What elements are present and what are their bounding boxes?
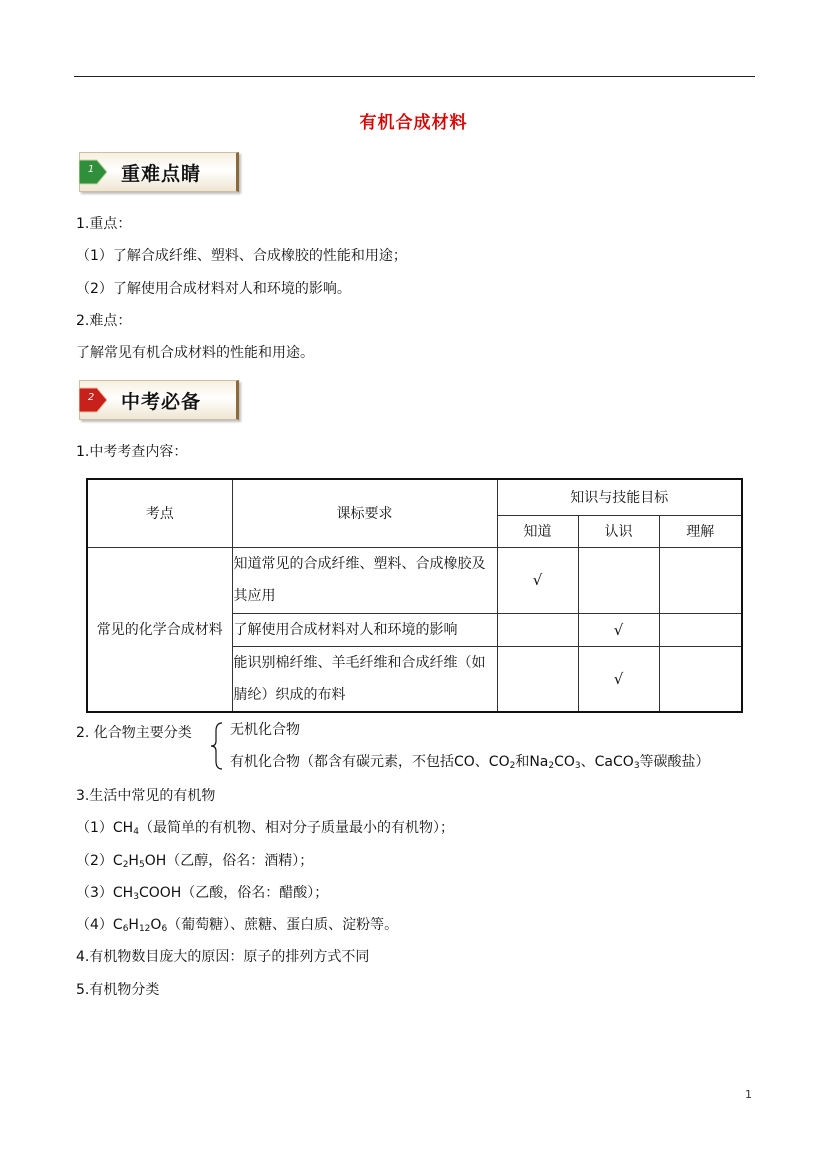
header-kaodian: 考点 — [87, 479, 232, 547]
organic-item-2: $(2)C_2H_5OH$（乙醇，俗名：酒精）； — [76, 853, 314, 870]
difficult-heading: 2.难点： — [76, 313, 132, 329]
section-label: 中考必备 — [121, 391, 202, 413]
header-rule — [74, 76, 755, 77]
section-label: 重难点睛 — [121, 163, 202, 185]
organic-item-3: $(3)CH_3COOH$（乙酸，俗名：醋酸）； — [76, 885, 329, 902]
table-row — [87, 547, 742, 613]
check-mark: √ — [578, 646, 659, 712]
header-group: 知识与技能目标 — [497, 479, 742, 515]
header-lijie: 理解 — [659, 515, 742, 547]
organic-label: 有机化合物（都含有碳元素，不包括CO、$CO_2$和$Na_2CO_3$、CaCO$_3$等碳酸盐） — [230, 754, 710, 771]
key-heading: 1.重点： — [76, 216, 132, 232]
brace-icon — [208, 721, 226, 771]
check-mark — [659, 613, 742, 646]
key-item-2: （2）了解使用合成材料对人和环境的影响。 — [76, 281, 351, 297]
requirement-cell: 了解使用合成材料对人和环境的影响 — [232, 613, 497, 646]
check-mark — [659, 646, 742, 712]
section-banner-2 — [79, 380, 241, 420]
section-number: 1 — [87, 164, 95, 175]
topic-cell: 常见的化学合成材料 — [87, 547, 232, 712]
requirement-cell: 知道常见的合成纤维、塑料、合成橡胶及其应用 — [232, 547, 497, 613]
section-number: 2 — [87, 392, 95, 403]
check-mark — [578, 547, 659, 613]
key-item-1: （1）了解合成纤维、塑料、合成橡胶的性能和用途； — [76, 248, 407, 264]
check-mark: √ — [497, 547, 578, 613]
classification-heading: 2. 化合物主要分类 — [76, 725, 192, 741]
difficult-text: 了解常见有机合成材料的性能和用途。 — [76, 345, 314, 361]
exam-heading: 1.中考考查内容： — [76, 444, 188, 460]
requirements-table — [86, 478, 743, 713]
header-zhidao: 知道 — [497, 515, 578, 547]
header-kebiao: 课标要求 — [232, 479, 497, 547]
page-title: 有机合成材料 — [359, 113, 468, 133]
organic-class-heading: 5.有机物分类 — [76, 982, 160, 998]
reason-text: 4.有机物数目庞大的原因：原子的排列方式不同 — [76, 949, 370, 965]
check-mark — [497, 646, 578, 712]
check-mark — [659, 547, 742, 613]
requirement-cell: 能识别棉纤维、羊毛纤维和合成纤维（如腈纶）织成的布料 — [232, 646, 497, 712]
common-organics-heading: 3.生活中常见的有机物 — [76, 788, 216, 804]
page-number: 1 — [745, 1088, 752, 1101]
header-renshi: 认识 — [578, 515, 659, 547]
check-mark — [497, 613, 578, 646]
organic-item-4: $(4)C_6H_{12}O_6$（葡萄糖）、蔗糖、蛋白质、淀粉等。 — [76, 917, 399, 934]
section-banner-1 — [79, 152, 241, 192]
inorganic-label: 无机化合物 — [230, 722, 300, 738]
organic-item-1: $(1)CH_4$（最简单的有机物、相对分子质量最小的有机物）； — [76, 820, 454, 837]
check-mark: √ — [578, 613, 659, 646]
table-header-row — [87, 479, 742, 515]
